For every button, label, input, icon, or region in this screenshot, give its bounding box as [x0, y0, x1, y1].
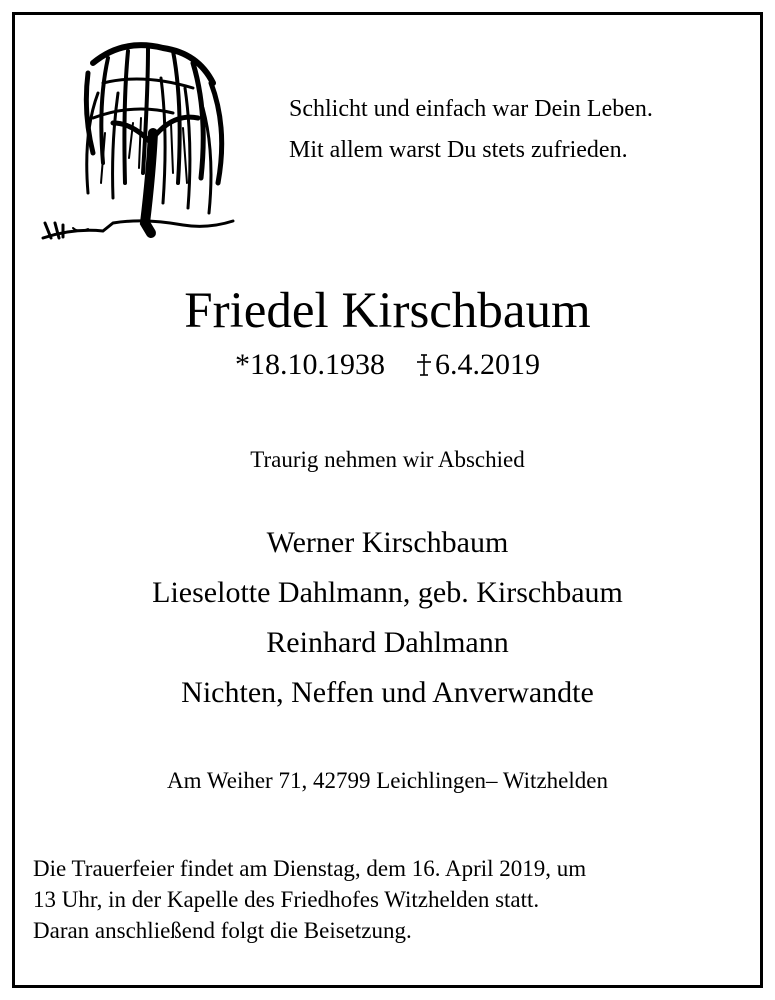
funeral-notice — [33, 853, 748, 946]
notice-line-1: Die Trauerfeier findet am Dienstag, dem 16. April 2019, um — [33, 856, 587, 881]
farewell-text: Traurig nehmen wir Abschied — [250, 447, 525, 472]
mourner-name: Reinhard Dahlmann — [266, 626, 509, 659]
cross-icon — [415, 354, 433, 376]
death-date: 6.4.2019 — [435, 348, 540, 381]
verse-line-1: Schlicht und einfach war Dein Leben. — [289, 96, 653, 122]
notice-line-3: Daran anschließend folgt die Beisetzung. — [33, 918, 412, 943]
verse — [289, 89, 653, 171]
weeping-willow-icon — [33, 33, 243, 253]
notice-line-2: 13 Uhr, in der Kapelle des Friedhofes Witzhelden statt. — [33, 887, 540, 912]
deceased-name: Friedel Kirschbaum — [184, 283, 591, 339]
address: Am Weiher 71, 42799 Leichlingen– Witzhelden — [167, 768, 608, 793]
mourner-name: Nichten, Neffen und Anverwandte — [181, 676, 594, 709]
birth-date: *18.10.1938 — [235, 348, 385, 381]
verse-line-2: Mit allem warst Du stets zufrieden. — [289, 137, 628, 163]
mourner-name: Werner Kirschbaum — [266, 526, 509, 559]
mourners-list — [0, 518, 775, 718]
mourner-name: Lieselotte Dahlmann, geb. Kirschbaum — [152, 576, 623, 609]
life-dates — [0, 345, 775, 385]
